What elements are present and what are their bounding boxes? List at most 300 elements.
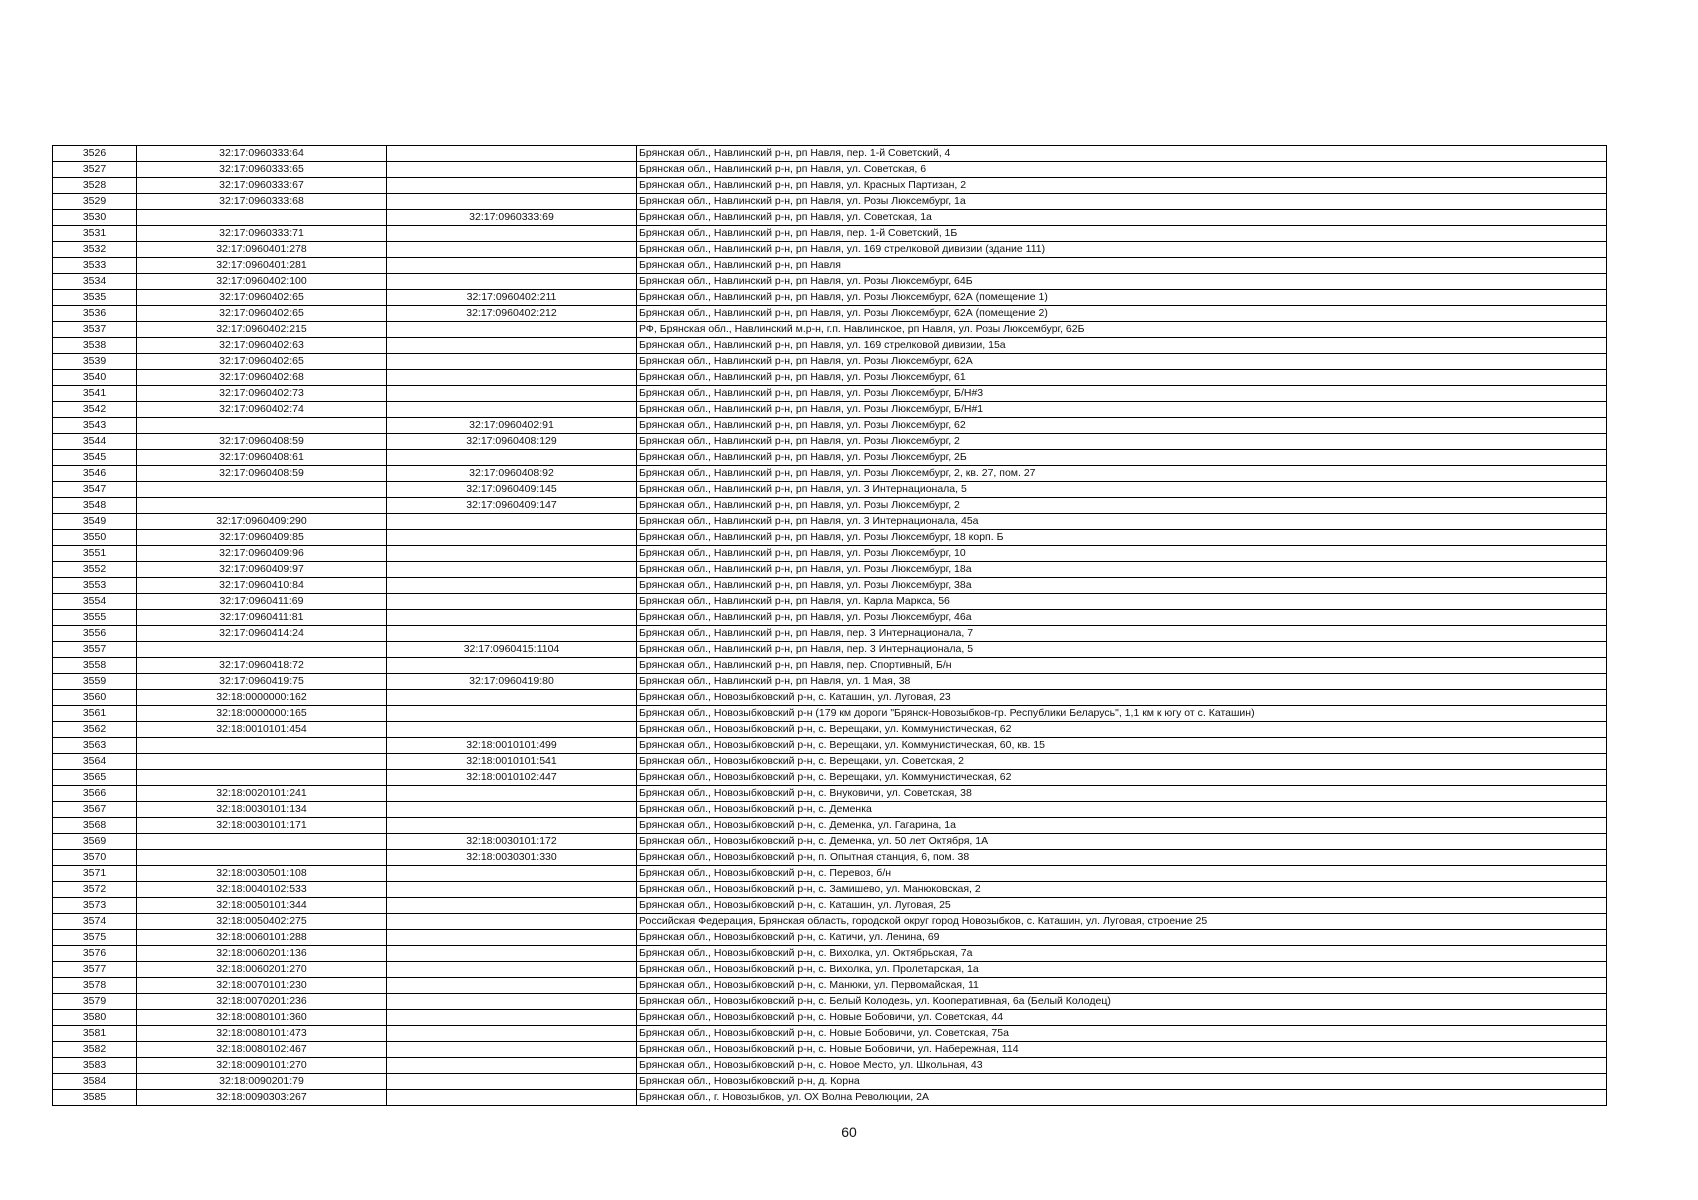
cadastral-number-cell: 32:18:0000000:162 bbox=[137, 690, 387, 706]
row-number-cell: 3546 bbox=[53, 466, 137, 482]
address-cell: Российская Федерация, Брянская область, городской округ город Новозыбков, с. Каташин, ул. Луговая, строение 25 bbox=[637, 914, 1607, 930]
address-cell: Брянская обл., Новозыбковский р-н, с. Внуковичи, ул. Советская, 38 bbox=[637, 786, 1607, 802]
row-number-cell: 3542 bbox=[53, 402, 137, 418]
address-cell: Брянская обл., Навлинский р-н, рп Навля, ул. 3 Интернационала, 5 bbox=[637, 482, 1607, 498]
cadastral-number-cell bbox=[137, 850, 387, 866]
related-cadastral-number-cell bbox=[387, 450, 637, 466]
row-number-cell: 3530 bbox=[53, 210, 137, 226]
related-cadastral-number-cell bbox=[387, 962, 637, 978]
table-row bbox=[53, 1042, 1607, 1058]
table-row bbox=[53, 1026, 1607, 1042]
table-row bbox=[53, 626, 1607, 642]
row-number-cell: 3580 bbox=[53, 1010, 137, 1026]
row-number-cell: 3551 bbox=[53, 546, 137, 562]
address-cell: Брянская обл., Новозыбковский р-н, с. Деменка bbox=[637, 802, 1607, 818]
row-number-cell: 3572 bbox=[53, 882, 137, 898]
address-cell: Брянская обл., Новозыбковский р-н, с. Новое Место, ул. Школьная, 43 bbox=[637, 1058, 1607, 1074]
related-cadastral-number-cell bbox=[387, 386, 637, 402]
table-row bbox=[53, 738, 1607, 754]
cadastral-number-cell: 32:18:0030501:108 bbox=[137, 866, 387, 882]
address-cell: Брянская обл., Новозыбковский р-н, с. Замишево, ул. Манюковская, 2 bbox=[637, 882, 1607, 898]
table-row bbox=[53, 930, 1607, 946]
row-number-cell: 3529 bbox=[53, 194, 137, 210]
cadastral-number-cell: 32:17:0960410:84 bbox=[137, 578, 387, 594]
address-cell: Брянская обл., Навлинский р-н, рп Навля, ул. Советская, 1а bbox=[637, 210, 1607, 226]
related-cadastral-number-cell bbox=[387, 658, 637, 674]
address-cell: Брянская обл., Навлинский р-н, рп Навля, ул. Розы Люксембург, 61 bbox=[637, 370, 1607, 386]
related-cadastral-number-cell: 32:17:0960415:1104 bbox=[387, 642, 637, 658]
related-cadastral-number-cell bbox=[387, 690, 637, 706]
row-number-cell: 3569 bbox=[53, 834, 137, 850]
cadastral-number-cell: 32:18:0010101:454 bbox=[137, 722, 387, 738]
table-row bbox=[53, 1058, 1607, 1074]
cadastral-number-cell: 32:18:0060201:136 bbox=[137, 946, 387, 962]
related-cadastral-number-cell bbox=[387, 1090, 637, 1106]
row-number-cell: 3583 bbox=[53, 1058, 137, 1074]
cadastral-number-cell: 32:18:0040102:533 bbox=[137, 882, 387, 898]
table-row bbox=[53, 834, 1607, 850]
row-number-cell: 3527 bbox=[53, 162, 137, 178]
cadastral-number-cell: 32:17:0960409:290 bbox=[137, 514, 387, 530]
related-cadastral-number-cell bbox=[387, 258, 637, 274]
address-cell: Брянская обл., Навлинский р-н, рп Навля, пер. 1-й Советский, 4 bbox=[637, 146, 1607, 162]
table-row bbox=[53, 530, 1607, 546]
address-cell: Брянская обл., Навлинский р-н, рп Навля, ул. Розы Люксембург, 2Б bbox=[637, 450, 1607, 466]
row-number-cell: 3575 bbox=[53, 930, 137, 946]
table-row bbox=[53, 610, 1607, 626]
related-cadastral-number-cell bbox=[387, 946, 637, 962]
address-cell: РФ, Брянская обл., Навлинский м.р-н, г.п. Навлинское, рп Навля, ул. Розы Люксембург, 62Б bbox=[637, 322, 1607, 338]
address-cell: Брянская обл., Навлинский р-н, рп Навля, ул. Розы Люксембург, 18 корп. Б bbox=[637, 530, 1607, 546]
related-cadastral-number-cell: 32:17:0960408:92 bbox=[387, 466, 637, 482]
table-row bbox=[53, 754, 1607, 770]
related-cadastral-number-cell bbox=[387, 178, 637, 194]
row-number-cell: 3552 bbox=[53, 562, 137, 578]
cadastral-number-cell bbox=[137, 482, 387, 498]
table-row bbox=[53, 690, 1607, 706]
registry-table-body bbox=[53, 146, 1607, 1106]
related-cadastral-number-cell bbox=[387, 1058, 637, 1074]
address-cell: Брянская обл., Навлинский р-н, рп Навля, ул. 3 Интернационала, 45а bbox=[637, 514, 1607, 530]
table-row bbox=[53, 706, 1607, 722]
table-row bbox=[53, 338, 1607, 354]
related-cadastral-number-cell bbox=[387, 1074, 637, 1090]
cadastral-number-cell: 32:17:0960402:68 bbox=[137, 370, 387, 386]
row-number-cell: 3564 bbox=[53, 754, 137, 770]
related-cadastral-number-cell bbox=[387, 818, 637, 834]
related-cadastral-number-cell bbox=[387, 866, 637, 882]
table-row bbox=[53, 322, 1607, 338]
related-cadastral-number-cell: 32:18:0010102:447 bbox=[387, 770, 637, 786]
address-cell: Брянская обл., Новозыбковский р-н, с. Вихолка, ул. Октябрьская, 7а bbox=[637, 946, 1607, 962]
cadastral-number-cell: 32:17:0960409:85 bbox=[137, 530, 387, 546]
cadastral-number-cell: 32:17:0960409:96 bbox=[137, 546, 387, 562]
table-row bbox=[53, 642, 1607, 658]
related-cadastral-number-cell bbox=[387, 146, 637, 162]
table-row bbox=[53, 258, 1607, 274]
row-number-cell: 3541 bbox=[53, 386, 137, 402]
related-cadastral-number-cell bbox=[387, 162, 637, 178]
related-cadastral-number-cell: 32:17:0960419:80 bbox=[387, 674, 637, 690]
address-cell: Брянская обл., Навлинский р-н, рп Навля, ул. Розы Люксембург, Б/Н#3 bbox=[637, 386, 1607, 402]
cadastral-number-cell: 32:17:0960333:71 bbox=[137, 226, 387, 242]
cadastral-number-cell: 32:18:0030101:171 bbox=[137, 818, 387, 834]
address-cell: Брянская обл., Навлинский р-н, рп Навля, ул. Розы Люксембург, Б/Н#1 bbox=[637, 402, 1607, 418]
related-cadastral-number-cell bbox=[387, 786, 637, 802]
row-number-cell: 3577 bbox=[53, 962, 137, 978]
row-number-cell: 3573 bbox=[53, 898, 137, 914]
related-cadastral-number-cell bbox=[387, 594, 637, 610]
row-number-cell: 3584 bbox=[53, 1074, 137, 1090]
cadastral-number-cell: 32:17:0960411:81 bbox=[137, 610, 387, 626]
row-number-cell: 3556 bbox=[53, 626, 137, 642]
related-cadastral-number-cell bbox=[387, 706, 637, 722]
row-number-cell: 3547 bbox=[53, 482, 137, 498]
row-number-cell: 3538 bbox=[53, 338, 137, 354]
related-cadastral-number-cell bbox=[387, 322, 637, 338]
related-cadastral-number-cell: 32:17:0960409:145 bbox=[387, 482, 637, 498]
address-cell: Брянская обл., Навлинский р-н, рп Навля, ул. 169 стрелковой дивизии, 15а bbox=[637, 338, 1607, 354]
row-number-cell: 3531 bbox=[53, 226, 137, 242]
row-number-cell: 3545 bbox=[53, 450, 137, 466]
row-number-cell: 3562 bbox=[53, 722, 137, 738]
related-cadastral-number-cell: 32:17:0960333:69 bbox=[387, 210, 637, 226]
cadastral-number-cell bbox=[137, 642, 387, 658]
related-cadastral-number-cell: 32:17:0960402:91 bbox=[387, 418, 637, 434]
cadastral-number-cell: 32:17:0960408:59 bbox=[137, 434, 387, 450]
cadastral-number-cell: 32:17:0960402:74 bbox=[137, 402, 387, 418]
cadastral-number-cell: 32:18:0020101:241 bbox=[137, 786, 387, 802]
cadastral-number-cell: 32:18:0050101:344 bbox=[137, 898, 387, 914]
address-cell: Брянская обл., Навлинский р-н, рп Навля, ул. Розы Люксембург, 18а bbox=[637, 562, 1607, 578]
related-cadastral-number-cell bbox=[387, 1042, 637, 1058]
table-row bbox=[53, 210, 1607, 226]
address-cell: Брянская обл., Новозыбковский р-н, с. Вихолка, ул. Пролетарская, 1а bbox=[637, 962, 1607, 978]
related-cadastral-number-cell bbox=[387, 610, 637, 626]
table-row bbox=[53, 194, 1607, 210]
address-cell: Брянская обл., Навлинский р-н, рп Навля, пер. 1-й Советский, 1Б bbox=[637, 226, 1607, 242]
table-row bbox=[53, 546, 1607, 562]
row-number-cell: 3557 bbox=[53, 642, 137, 658]
row-number-cell: 3567 bbox=[53, 802, 137, 818]
related-cadastral-number-cell bbox=[387, 354, 637, 370]
address-cell: Брянская обл., Навлинский р-н, рп Навля, ул. Розы Люксембург, 62А (помещение 1) bbox=[637, 290, 1607, 306]
row-number-cell: 3553 bbox=[53, 578, 137, 594]
related-cadastral-number-cell bbox=[387, 930, 637, 946]
cadastral-number-cell: 32:17:0960402:65 bbox=[137, 306, 387, 322]
table-row bbox=[53, 498, 1607, 514]
cadastral-number-cell: 32:17:0960402:73 bbox=[137, 386, 387, 402]
cadastral-number-cell bbox=[137, 738, 387, 754]
row-number-cell: 3537 bbox=[53, 322, 137, 338]
table-row bbox=[53, 306, 1607, 322]
cadastral-number-cell: 32:17:0960402:65 bbox=[137, 290, 387, 306]
related-cadastral-number-cell bbox=[387, 994, 637, 1010]
related-cadastral-number-cell bbox=[387, 1010, 637, 1026]
table-row bbox=[53, 994, 1607, 1010]
table-row bbox=[53, 978, 1607, 994]
row-number-cell: 3549 bbox=[53, 514, 137, 530]
related-cadastral-number-cell: 32:18:0030301:330 bbox=[387, 850, 637, 866]
table-row bbox=[53, 418, 1607, 434]
table-row bbox=[53, 402, 1607, 418]
table-row bbox=[53, 450, 1607, 466]
table-row bbox=[53, 146, 1607, 162]
related-cadastral-number-cell bbox=[387, 402, 637, 418]
related-cadastral-number-cell bbox=[387, 194, 637, 210]
address-cell: Брянская обл., Навлинский р-н, рп Навля, ул. Розы Люксембург, 10 bbox=[637, 546, 1607, 562]
cadastral-number-cell: 32:18:0060101:288 bbox=[137, 930, 387, 946]
table-row bbox=[53, 802, 1607, 818]
table-row bbox=[53, 178, 1607, 194]
table-row bbox=[53, 162, 1607, 178]
table-row bbox=[53, 914, 1607, 930]
address-cell: Брянская обл., Навлинский р-н, рп Навля, пер. 3 Интернационала, 5 bbox=[637, 642, 1607, 658]
address-cell: Брянская обл., Новозыбковский р-н, с. Белый Колодезь, ул. Кооперативная, 6а (Белый Колодец) bbox=[637, 994, 1607, 1010]
table-row bbox=[53, 578, 1607, 594]
address-cell: Брянская обл., Навлинский р-н, рп Навля bbox=[637, 258, 1607, 274]
cadastral-number-cell: 32:17:0960401:278 bbox=[137, 242, 387, 258]
table-row bbox=[53, 386, 1607, 402]
cadastral-number-cell: 32:17:0960414:24 bbox=[137, 626, 387, 642]
related-cadastral-number-cell bbox=[387, 530, 637, 546]
cadastral-number-cell: 32:18:0080101:473 bbox=[137, 1026, 387, 1042]
cadastral-number-cell: 32:17:0960333:68 bbox=[137, 194, 387, 210]
cadastral-number-cell: 32:18:0080101:360 bbox=[137, 1010, 387, 1026]
cadastral-number-cell: 32:17:0960333:64 bbox=[137, 146, 387, 162]
row-number-cell: 3536 bbox=[53, 306, 137, 322]
row-number-cell: 3539 bbox=[53, 354, 137, 370]
address-cell: Брянская обл., Новозыбковский р-н, с. Верещаки, ул. Коммунистическая, 62 bbox=[637, 722, 1607, 738]
row-number-cell: 3544 bbox=[53, 434, 137, 450]
table-row bbox=[53, 962, 1607, 978]
row-number-cell: 3565 bbox=[53, 770, 137, 786]
row-number-cell: 3540 bbox=[53, 370, 137, 386]
table-row bbox=[53, 658, 1607, 674]
row-number-cell: 3581 bbox=[53, 1026, 137, 1042]
cadastral-number-cell: 32:18:0060201:270 bbox=[137, 962, 387, 978]
table-row bbox=[53, 226, 1607, 242]
address-cell: Брянская обл., Новозыбковский р-н, с. Новые Бобовичи, ул. Набережная, 114 bbox=[637, 1042, 1607, 1058]
row-number-cell: 3559 bbox=[53, 674, 137, 690]
table-row bbox=[53, 946, 1607, 962]
cadastral-number-cell: 32:18:0030101:134 bbox=[137, 802, 387, 818]
address-cell: Брянская обл., Навлинский р-н, рп Навля, ул. Розы Люксембург, 64Б bbox=[637, 274, 1607, 290]
related-cadastral-number-cell bbox=[387, 978, 637, 994]
cadastral-number-cell bbox=[137, 210, 387, 226]
address-cell: Брянская обл., Навлинский р-н, рп Навля, ул. Розы Люксембург, 62 bbox=[637, 418, 1607, 434]
address-cell: Брянская обл., Навлинский р-н, рп Навля, пер. Спортивный, Б/н bbox=[637, 658, 1607, 674]
address-cell: Брянская обл., Навлинский р-н, рп Навля, ул. Карла Маркса, 56 bbox=[637, 594, 1607, 610]
address-cell: Брянская обл., Новозыбковский р-н, с. Каташин, ул. Луговая, 23 bbox=[637, 690, 1607, 706]
table-row bbox=[53, 1090, 1607, 1106]
address-cell: Брянская обл., Навлинский р-н, рп Навля, ул. Розы Люксембург, 1а bbox=[637, 194, 1607, 210]
table-row bbox=[53, 674, 1607, 690]
cadastral-number-cell: 32:17:0960411:69 bbox=[137, 594, 387, 610]
row-number-cell: 3579 bbox=[53, 994, 137, 1010]
cadastral-number-cell: 32:18:0090303:267 bbox=[137, 1090, 387, 1106]
cadastral-number-cell: 32:18:0000000:165 bbox=[137, 706, 387, 722]
related-cadastral-number-cell bbox=[387, 898, 637, 914]
related-cadastral-number-cell bbox=[387, 546, 637, 562]
related-cadastral-number-cell bbox=[387, 514, 637, 530]
row-number-cell: 3532 bbox=[53, 242, 137, 258]
cadastral-number-cell bbox=[137, 498, 387, 514]
table-row bbox=[53, 594, 1607, 610]
related-cadastral-number-cell: 32:17:0960402:212 bbox=[387, 306, 637, 322]
row-number-cell: 3571 bbox=[53, 866, 137, 882]
table-row bbox=[53, 722, 1607, 738]
related-cadastral-number-cell: 32:17:0960408:129 bbox=[387, 434, 637, 450]
row-number-cell: 3570 bbox=[53, 850, 137, 866]
address-cell: Брянская обл., Навлинский р-н, рп Навля, ул. Розы Люксембург, 46а bbox=[637, 610, 1607, 626]
cadastral-number-cell: 32:17:0960408:59 bbox=[137, 466, 387, 482]
row-number-cell: 3561 bbox=[53, 706, 137, 722]
row-number-cell: 3568 bbox=[53, 818, 137, 834]
page-number: 60 bbox=[841, 1124, 857, 1140]
related-cadastral-number-cell: 32:18:0010101:541 bbox=[387, 754, 637, 770]
table-row bbox=[53, 434, 1607, 450]
row-number-cell: 3558 bbox=[53, 658, 137, 674]
address-cell: Брянская обл., Новозыбковский р-н, д. Корна bbox=[637, 1074, 1607, 1090]
address-cell: Брянская обл., Новозыбковский р-н, с. Верещаки, ул. Коммунистическая, 62 bbox=[637, 770, 1607, 786]
table-row bbox=[53, 290, 1607, 306]
address-cell: Брянская обл., Навлинский р-н, рп Навля, ул. Розы Люксембург, 2, кв. 27, пом. 27 bbox=[637, 466, 1607, 482]
address-cell: Брянская обл., Навлинский р-н, рп Навля, ул. Розы Люксембург, 38а bbox=[637, 578, 1607, 594]
row-number-cell: 3560 bbox=[53, 690, 137, 706]
row-number-cell: 3528 bbox=[53, 178, 137, 194]
cadastral-number-cell: 32:17:0960402:215 bbox=[137, 322, 387, 338]
row-number-cell: 3550 bbox=[53, 530, 137, 546]
table-row bbox=[53, 786, 1607, 802]
address-cell: Брянская обл., Новозыбковский р-н, с. Манюки, ул. Первомайская, 11 bbox=[637, 978, 1607, 994]
table-row bbox=[53, 354, 1607, 370]
row-number-cell: 3533 bbox=[53, 258, 137, 274]
row-number-cell: 3566 bbox=[53, 786, 137, 802]
address-cell: Брянская обл., Навлинский р-н, рп Навля, ул. Розы Люксембург, 62А (помещение 2) bbox=[637, 306, 1607, 322]
table-row bbox=[53, 818, 1607, 834]
cadastral-number-cell: 32:17:0960419:75 bbox=[137, 674, 387, 690]
related-cadastral-number-cell bbox=[387, 338, 637, 354]
address-cell: Брянская обл., Новозыбковский р-н, с. Новые Бобовичи, ул. Советская, 75а bbox=[637, 1026, 1607, 1042]
address-cell: Брянская обл., Навлинский р-н, рп Навля, ул. 169 стрелковой дивизии (здание 111) bbox=[637, 242, 1607, 258]
table-row bbox=[53, 514, 1607, 530]
related-cadastral-number-cell bbox=[387, 802, 637, 818]
address-cell: Брянская обл., Новозыбковский р-н, с. Перевоз, б/н bbox=[637, 866, 1607, 882]
cadastral-number-cell: 32:17:0960402:100 bbox=[137, 274, 387, 290]
related-cadastral-number-cell bbox=[387, 722, 637, 738]
cadastral-number-cell: 32:17:0960402:65 bbox=[137, 354, 387, 370]
address-cell: Брянская обл., Навлинский р-н, рп Навля, пер. 3 Интернационала, 7 bbox=[637, 626, 1607, 642]
row-number-cell: 3535 bbox=[53, 290, 137, 306]
related-cadastral-number-cell: 32:17:0960409:147 bbox=[387, 498, 637, 514]
address-cell: Брянская обл., Навлинский р-н, рп Навля, ул. Розы Люксембург, 2 bbox=[637, 434, 1607, 450]
cadastral-number-cell: 32:17:0960408:61 bbox=[137, 450, 387, 466]
related-cadastral-number-cell: 32:18:0030101:172 bbox=[387, 834, 637, 850]
cadastral-number-cell: 32:18:0080102:467 bbox=[137, 1042, 387, 1058]
cadastral-number-cell: 32:18:0070101:230 bbox=[137, 978, 387, 994]
row-number-cell: 3526 bbox=[53, 146, 137, 162]
row-number-cell: 3555 bbox=[53, 610, 137, 626]
cadastral-number-cell bbox=[137, 834, 387, 850]
related-cadastral-number-cell bbox=[387, 242, 637, 258]
address-cell: Брянская обл., Новозыбковский р-н, с. Деменка, ул. 50 лет Октября, 1А bbox=[637, 834, 1607, 850]
cadastral-number-cell: 32:17:0960401:281 bbox=[137, 258, 387, 274]
cadastral-number-cell: 32:17:0960418:72 bbox=[137, 658, 387, 674]
related-cadastral-number-cell bbox=[387, 626, 637, 642]
table-row bbox=[53, 770, 1607, 786]
table-row bbox=[53, 466, 1607, 482]
table-row bbox=[53, 1010, 1607, 1026]
row-number-cell: 3563 bbox=[53, 738, 137, 754]
row-number-cell: 3548 bbox=[53, 498, 137, 514]
table-row bbox=[53, 242, 1607, 258]
row-number-cell: 3574 bbox=[53, 914, 137, 930]
address-cell: Брянская обл., Навлинский р-н, рп Навля, ул. Советская, 6 bbox=[637, 162, 1607, 178]
address-cell: Брянская обл., Навлинский р-н, рп Навля, ул. Красных Партизан, 2 bbox=[637, 178, 1607, 194]
table-row bbox=[53, 562, 1607, 578]
related-cadastral-number-cell bbox=[387, 226, 637, 242]
row-number-cell: 3582 bbox=[53, 1042, 137, 1058]
table-row bbox=[53, 882, 1607, 898]
related-cadastral-number-cell bbox=[387, 914, 637, 930]
row-number-cell: 3578 bbox=[53, 978, 137, 994]
related-cadastral-number-cell bbox=[387, 1026, 637, 1042]
address-cell: Брянская обл., Новозыбковский р-н, с. Верещаки, ул. Коммунистическая, 60, кв. 15 bbox=[637, 738, 1607, 754]
table-row bbox=[53, 866, 1607, 882]
table-row bbox=[53, 898, 1607, 914]
cadastral-number-cell bbox=[137, 770, 387, 786]
cadastral-number-cell: 32:17:0960333:67 bbox=[137, 178, 387, 194]
address-cell: Брянская обл., Новозыбковский р-н, с. Новые Бобовичи, ул. Советская, 44 bbox=[637, 1010, 1607, 1026]
address-cell: Брянская обл., Новозыбковский р-н, с. Катичи, ул. Ленина, 69 bbox=[637, 930, 1607, 946]
table-row bbox=[53, 274, 1607, 290]
cadastral-number-cell: 32:17:0960409:97 bbox=[137, 562, 387, 578]
table-row bbox=[53, 370, 1607, 386]
row-number-cell: 3554 bbox=[53, 594, 137, 610]
row-number-cell: 3534 bbox=[53, 274, 137, 290]
cadastral-number-cell bbox=[137, 754, 387, 770]
cadastral-number-cell bbox=[137, 418, 387, 434]
cadastral-number-cell: 32:17:0960402:63 bbox=[137, 338, 387, 354]
cadastral-number-cell: 32:18:0070201:236 bbox=[137, 994, 387, 1010]
address-cell: Брянская обл., Навлинский р-н, рп Навля, ул. 1 Мая, 38 bbox=[637, 674, 1607, 690]
related-cadastral-number-cell bbox=[387, 562, 637, 578]
cadastral-number-cell: 32:18:0090101:270 bbox=[137, 1058, 387, 1074]
address-cell: Брянская обл., Новозыбковский р-н, с. Деменка, ул. Гагарина, 1а bbox=[637, 818, 1607, 834]
address-cell: Брянская обл., Новозыбковский р-н, п. Опытная станция, 6, пом. 38 bbox=[637, 850, 1607, 866]
address-cell: Брянская обл., Новозыбковский р-н (179 км дороги "Брянск-Новозыбков-гр. Республики Беларусь", 1,1 км к югу от с. Каташин) bbox=[637, 706, 1607, 722]
row-number-cell: 3543 bbox=[53, 418, 137, 434]
related-cadastral-number-cell: 32:18:0010101:499 bbox=[387, 738, 637, 754]
related-cadastral-number-cell bbox=[387, 370, 637, 386]
cadastral-number-cell: 32:18:0050402:275 bbox=[137, 914, 387, 930]
cadastral-number-cell: 32:17:0960333:65 bbox=[137, 162, 387, 178]
row-number-cell: 3576 bbox=[53, 946, 137, 962]
table-row bbox=[53, 482, 1607, 498]
address-cell: Брянская обл., Новозыбковский р-н, с. Верещаки, ул. Советская, 2 bbox=[637, 754, 1607, 770]
related-cadastral-number-cell bbox=[387, 882, 637, 898]
address-cell: Брянская обл., Навлинский р-н, рп Навля, ул. Розы Люксембург, 62А bbox=[637, 354, 1607, 370]
related-cadastral-number-cell bbox=[387, 274, 637, 290]
table-row bbox=[53, 1074, 1607, 1090]
related-cadastral-number-cell bbox=[387, 578, 637, 594]
address-cell: Брянская обл., Навлинский р-н, рп Навля, ул. Розы Люксембург, 2 bbox=[637, 498, 1607, 514]
related-cadastral-number-cell: 32:17:0960402:211 bbox=[387, 290, 637, 306]
row-number-cell: 3585 bbox=[53, 1090, 137, 1106]
address-cell: Брянская обл., Новозыбковский р-н, с. Каташин, ул. Луговая, 25 bbox=[637, 898, 1607, 914]
property-registry-table bbox=[52, 145, 1607, 1106]
